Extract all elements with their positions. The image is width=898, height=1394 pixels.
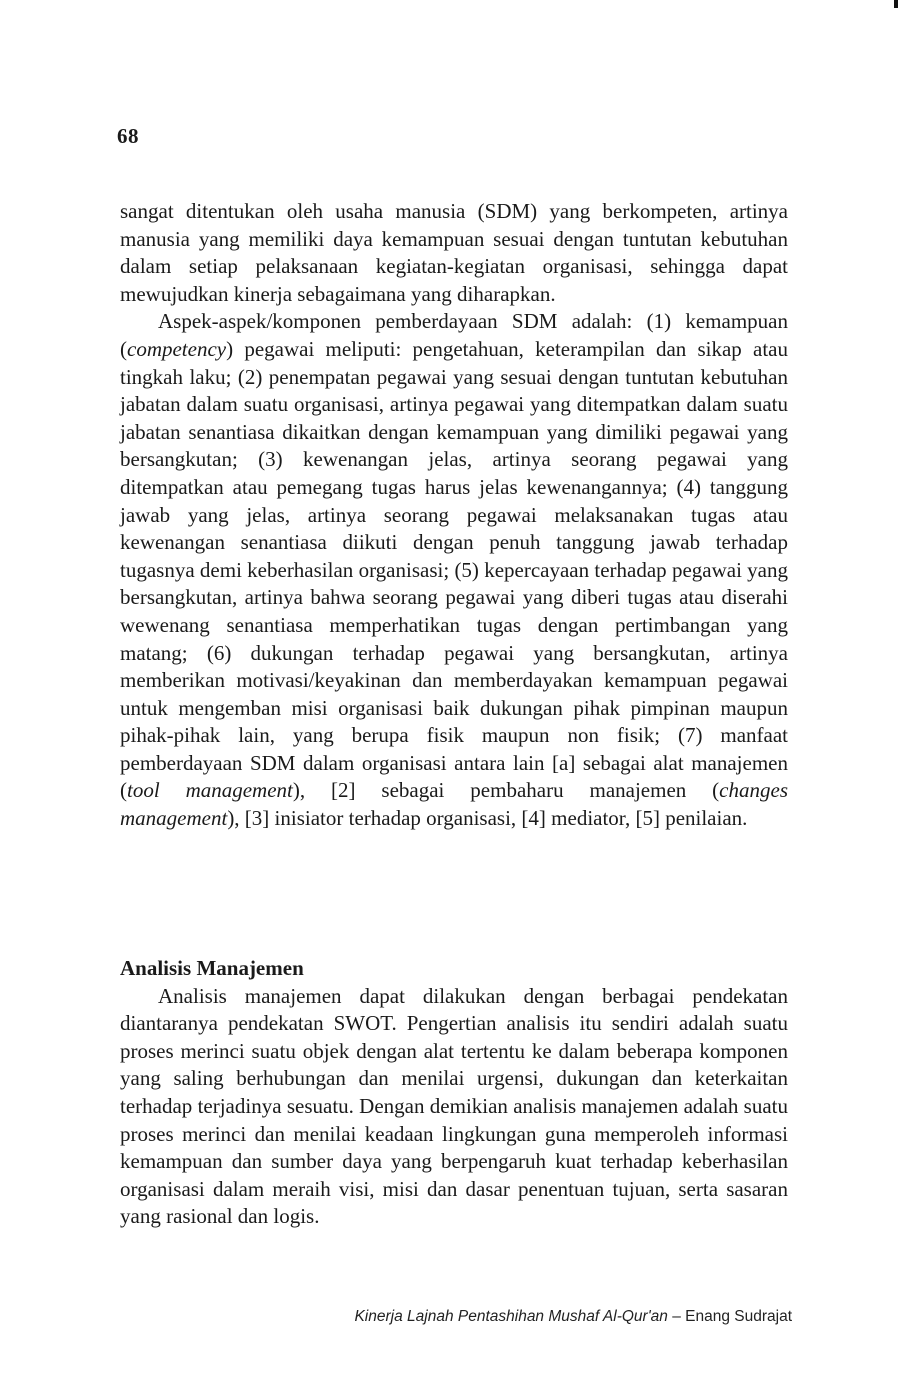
paragraph-aspects-text-b: ) pegawai meliputi: pengetahuan, keterampilan dan sikap atau tingkah laku; (2) penempatan pegawai yang sesuai dengan tuntutan kebutuhan jabatan dalam suatu organisasi, artinya pegawai yang ditempatkan dalam suatu jabatan senantiasa dikaitkan dengan kemampuan yang dimiliki pegawai yang bersangkutan; (3) kewenangan jelas, artinya seorang pegawai yang ditempatkan atau pemegang tugas harus jelas kewenangannya; (4) tanggung jawab yang jelas, artinya seorang pegawai melaksanakan tugas atau kewenangan senantiasa diikuti dengan penuh tanggung jawab terhadap tugasnya demi keberhasilan organisasi; (5) kepercayaan terhadap pegawai yang bersangkutan, artinya bahwa seorang pegawai yang diberi tugas atau diserahi wewenang senantiasa memperhatikan tugas dengan pertimbangan yang matang; (6) dukungan terhadap pegawai yang bersangkutan, artinya memberikan motivasi/keyakinan dan memberdayakan kemampuan pegawai untuk mengemban misi organisasi baik dukungan pihak pimpinan maupun pihak-pihak lain, yang berupa fisik maupun non fisik; (7) manfaat pemberdayaan SDM dalam organisasi antara lain [a] sebagai alat manajemen ( bbox=[120, 336, 788, 803]
term-tool-management: tool management bbox=[127, 778, 293, 803]
footer-book-title: Kinerja Lajnah Pentashihan Mushaf Al-Qur'an bbox=[354, 1308, 668, 1325]
scan-edge-mark bbox=[894, 0, 898, 8]
paragraph-analisis: Analisis manajemen dapat dilakukan dengan berbagai pendekatan diantaranya pendekatan SWOT. Pengertian analisis itu sendiri adalah suatu proses merinci suatu objek dengan alat tertentu ke dalam beberapa komponen yang saling berhubungan dan menilai urgensi, dukungan dan keterkaitan terhadap terjadinya sesuatu. Dengan demikian analisis manajemen adalah suatu proses merinci dan menilai keadaan lingkungan guna memperoleh informasi kemampuan dan sumber daya yang berpengaruh kuat terhadap keberhasilan organisasi dalam meraih visi, misi dan dasar penentuan tujuan, serta sasaran yang rasional dan logis. bbox=[120, 983, 788, 1229]
page-number: 68 bbox=[117, 124, 139, 148]
paragraph-aspects-text-a: Aspek-aspek/komponen pemberdayaan SDM adalah: (1) kemampuan ( bbox=[120, 309, 788, 361]
footer-separator: – bbox=[667, 1308, 686, 1325]
section-heading: Analisis Manajemen bbox=[120, 956, 304, 980]
term-competency: competency bbox=[127, 336, 227, 361]
footer-author: Enang Sudrajat bbox=[685, 1308, 792, 1325]
paragraph-continuation: sangat ditentukan oleh usaha manusia (SDM) yang berkompeten, artinya manusia yang memiliki daya kemampuan sesuai dengan tuntutan kebutuhan dalam setiap pelaksanaan kegiatan-kegiatan organisasi, sehingga dapat mewujudkan kinerja sebagaimana yang diharapkan. bbox=[120, 199, 788, 306]
paragraph-aspects-text-c: ), [2] sebagai pembaharu manajemen ( bbox=[292, 778, 720, 803]
term-changes-management: changes management bbox=[120, 778, 788, 831]
paragraph-aspects-text-d: ), [3] inisiator terhadap organisasi, [4] mediator, [5] penilaian. bbox=[227, 806, 748, 831]
running-footer bbox=[270, 1308, 792, 1326]
section-analisis bbox=[120, 955, 788, 1231]
main-text bbox=[120, 198, 788, 833]
paragraph-aspects bbox=[120, 308, 788, 832]
